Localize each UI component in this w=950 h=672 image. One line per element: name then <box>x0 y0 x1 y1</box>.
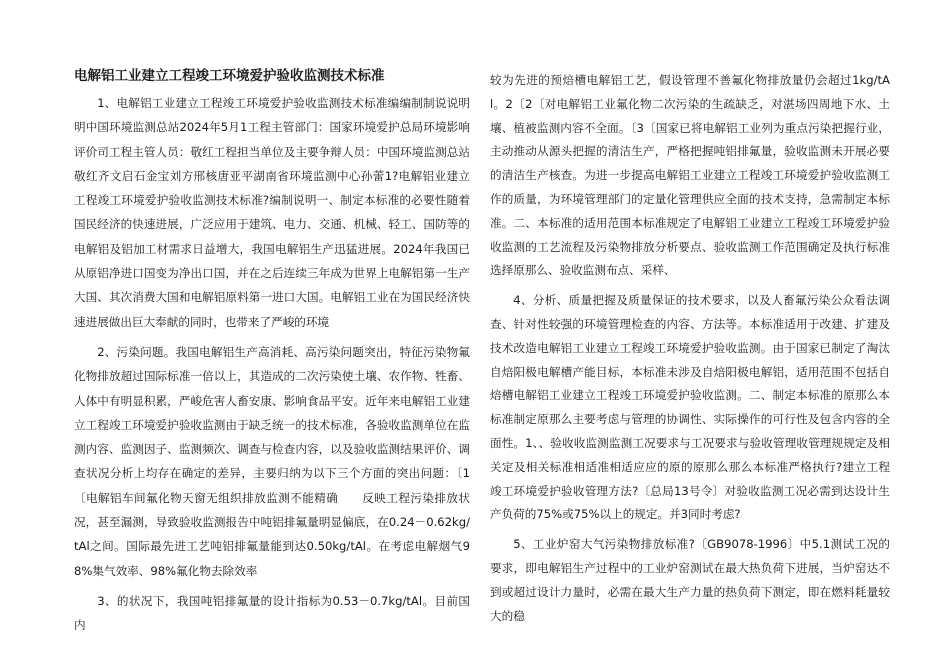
paragraph: 5、工业炉窑大气污染物排放标准?〔GB9078-1996〕中5.1测试工况的要求，即电解铝生产过程中的工业炉窑测试在最大热负荷下进展，当炉窑达不到或超过设计力量时，必需在最大生产力量的热负荷下测定，即在燃料耗量较大的稳 <box>490 537 890 623</box>
document-title: 电解铝工业建立工程竣工环境爱护验收监测技术标准 <box>74 68 385 84</box>
paragraph: 较为先进的预焙槽电解铝工艺，假设管理不善氟化物排放量仍会超过1kg/tAl。2〔2〔对电解铝工业氟化物二次污染的生疏缺乏，对湛场四周地下水、土壤、植被监测内容不全面。〔3〔国家已将电解铝工业列为重点污染把握行业，主动推动从源头把握的清洁生产，严格把握吨铝排氟量，验收监测未开展必要的清洁生产核查。为进一步提高电解铝工业建立工程竣工环境爱护验收监测工作的质量，为环境管理部门的定量化管理供应全面的技术支持，急需制定本标准。二、本标准的适用范围本标准规定了电解铝工业建立工程竣工环境爱护验收监测的工艺流程及污染物排放分析要点、验收监测工作范围确定及执行标准选择原那么、验收监测布点、采样、 <box>490 73 890 278</box>
paragraph: 2、污染问题。我国电解铝生产高消耗、高污染问题突出，特征污染物氟化物排放超过国际标准一倍以上，其造成的二次污染使土壤、农作物、牲畜、人体中有明显积累，严峻危害人畜安康、影响食品平安。近年来电解铝工业建立工程竣工环境爱护验收监测由于缺乏统一的技术标准，各验收监测单位在监测内容、监测因子、监测频次、调查与检查内容，以及验收监测结果评价、调查状况分析上均存在确定的差异，主要归纳为以下三个方面的突出问题：〔1〔电解铝车间氟化物天窗无组织排放监测不能精确 反映工程污染排放状况，甚至漏测，导致验收监测报告中吨铝排氟量明显偏底，在0.24－0.62kg/tAl之间。国际最先进工艺吨铝排氟量能到达0.50kg/tAl。在考虑电解烟气98%集气效率、98%氟化物去除效率 <box>74 344 470 578</box>
left-column <box>74 0 470 638</box>
paragraph: 3、的状况下，我国吨铝排氟量的设计指标为0.53－0.7kg/tAl。目前国内 <box>74 593 470 633</box>
paragraph: 1、电解铝工业建立工程竣工环境爱护验收监测技术标准编编制制说说明明中国环境监测总站2024年5月1工程主管部门：国家环境爱护总局环境影响评价司工程主管人员：敬红工程担当单位及主要争辩人员：中国环境监测总站敬红齐文启石金宝刘方邢核唐亚平湖南省环境监测中心孙蕾1?电解铝业建立工程竣工环境爱护验收监测技术标准?编制说明一、制定本标准的必要性随着国民经济的快速进展，广泛应用于建筑、电力、交通、机械、轻工、国防等的电解铝及铝加工材需求日益增大，我国电解铝生产迅猛进展。2024年我国已从原铝净进口国变为净出口国，并在之后连续三年成为世界上电解铝第一生产大国、其次消费大国和电解铝原料第一进口大国。电解铝工业在为国民经济快速进展做出巨大奉献的同时，也带来了严峻的环境 <box>74 96 470 329</box>
right-column <box>490 0 890 628</box>
paragraph: 4、分析、质量把握及质量保证的技术要求，以及人畜氟污染公众看法调查、针对性较强的环境管理检查的内容、方法等。本标准适用于改建、扩建及技术改造电解铝工业建立工程竣工环境爱护验收监测。由于国家已制定了淘汰自焙阳极电解槽产能目标，本标准未涉及自焙阳极电解铝，适用范围不包括自焙槽电解铝工业建立工程竣工环境爱护验收监测。二、制定本标准的原那么本标准制定原那么主要考虑与管理的协调性、实际操作的可行性及包含内容的全面性。1、、验收收监测监测工况要求与工况要求与验收管理收管理规规定及相关定及相关标准相适准相适应应的原的原那么那么本标准严格执行?建立工程竣工环境爱护验收管理方法?〔总局13号令〕对验收监测工况必需到达设计生产负荷的75%或75%以上的规定。并3同时考虑? <box>490 293 890 522</box>
